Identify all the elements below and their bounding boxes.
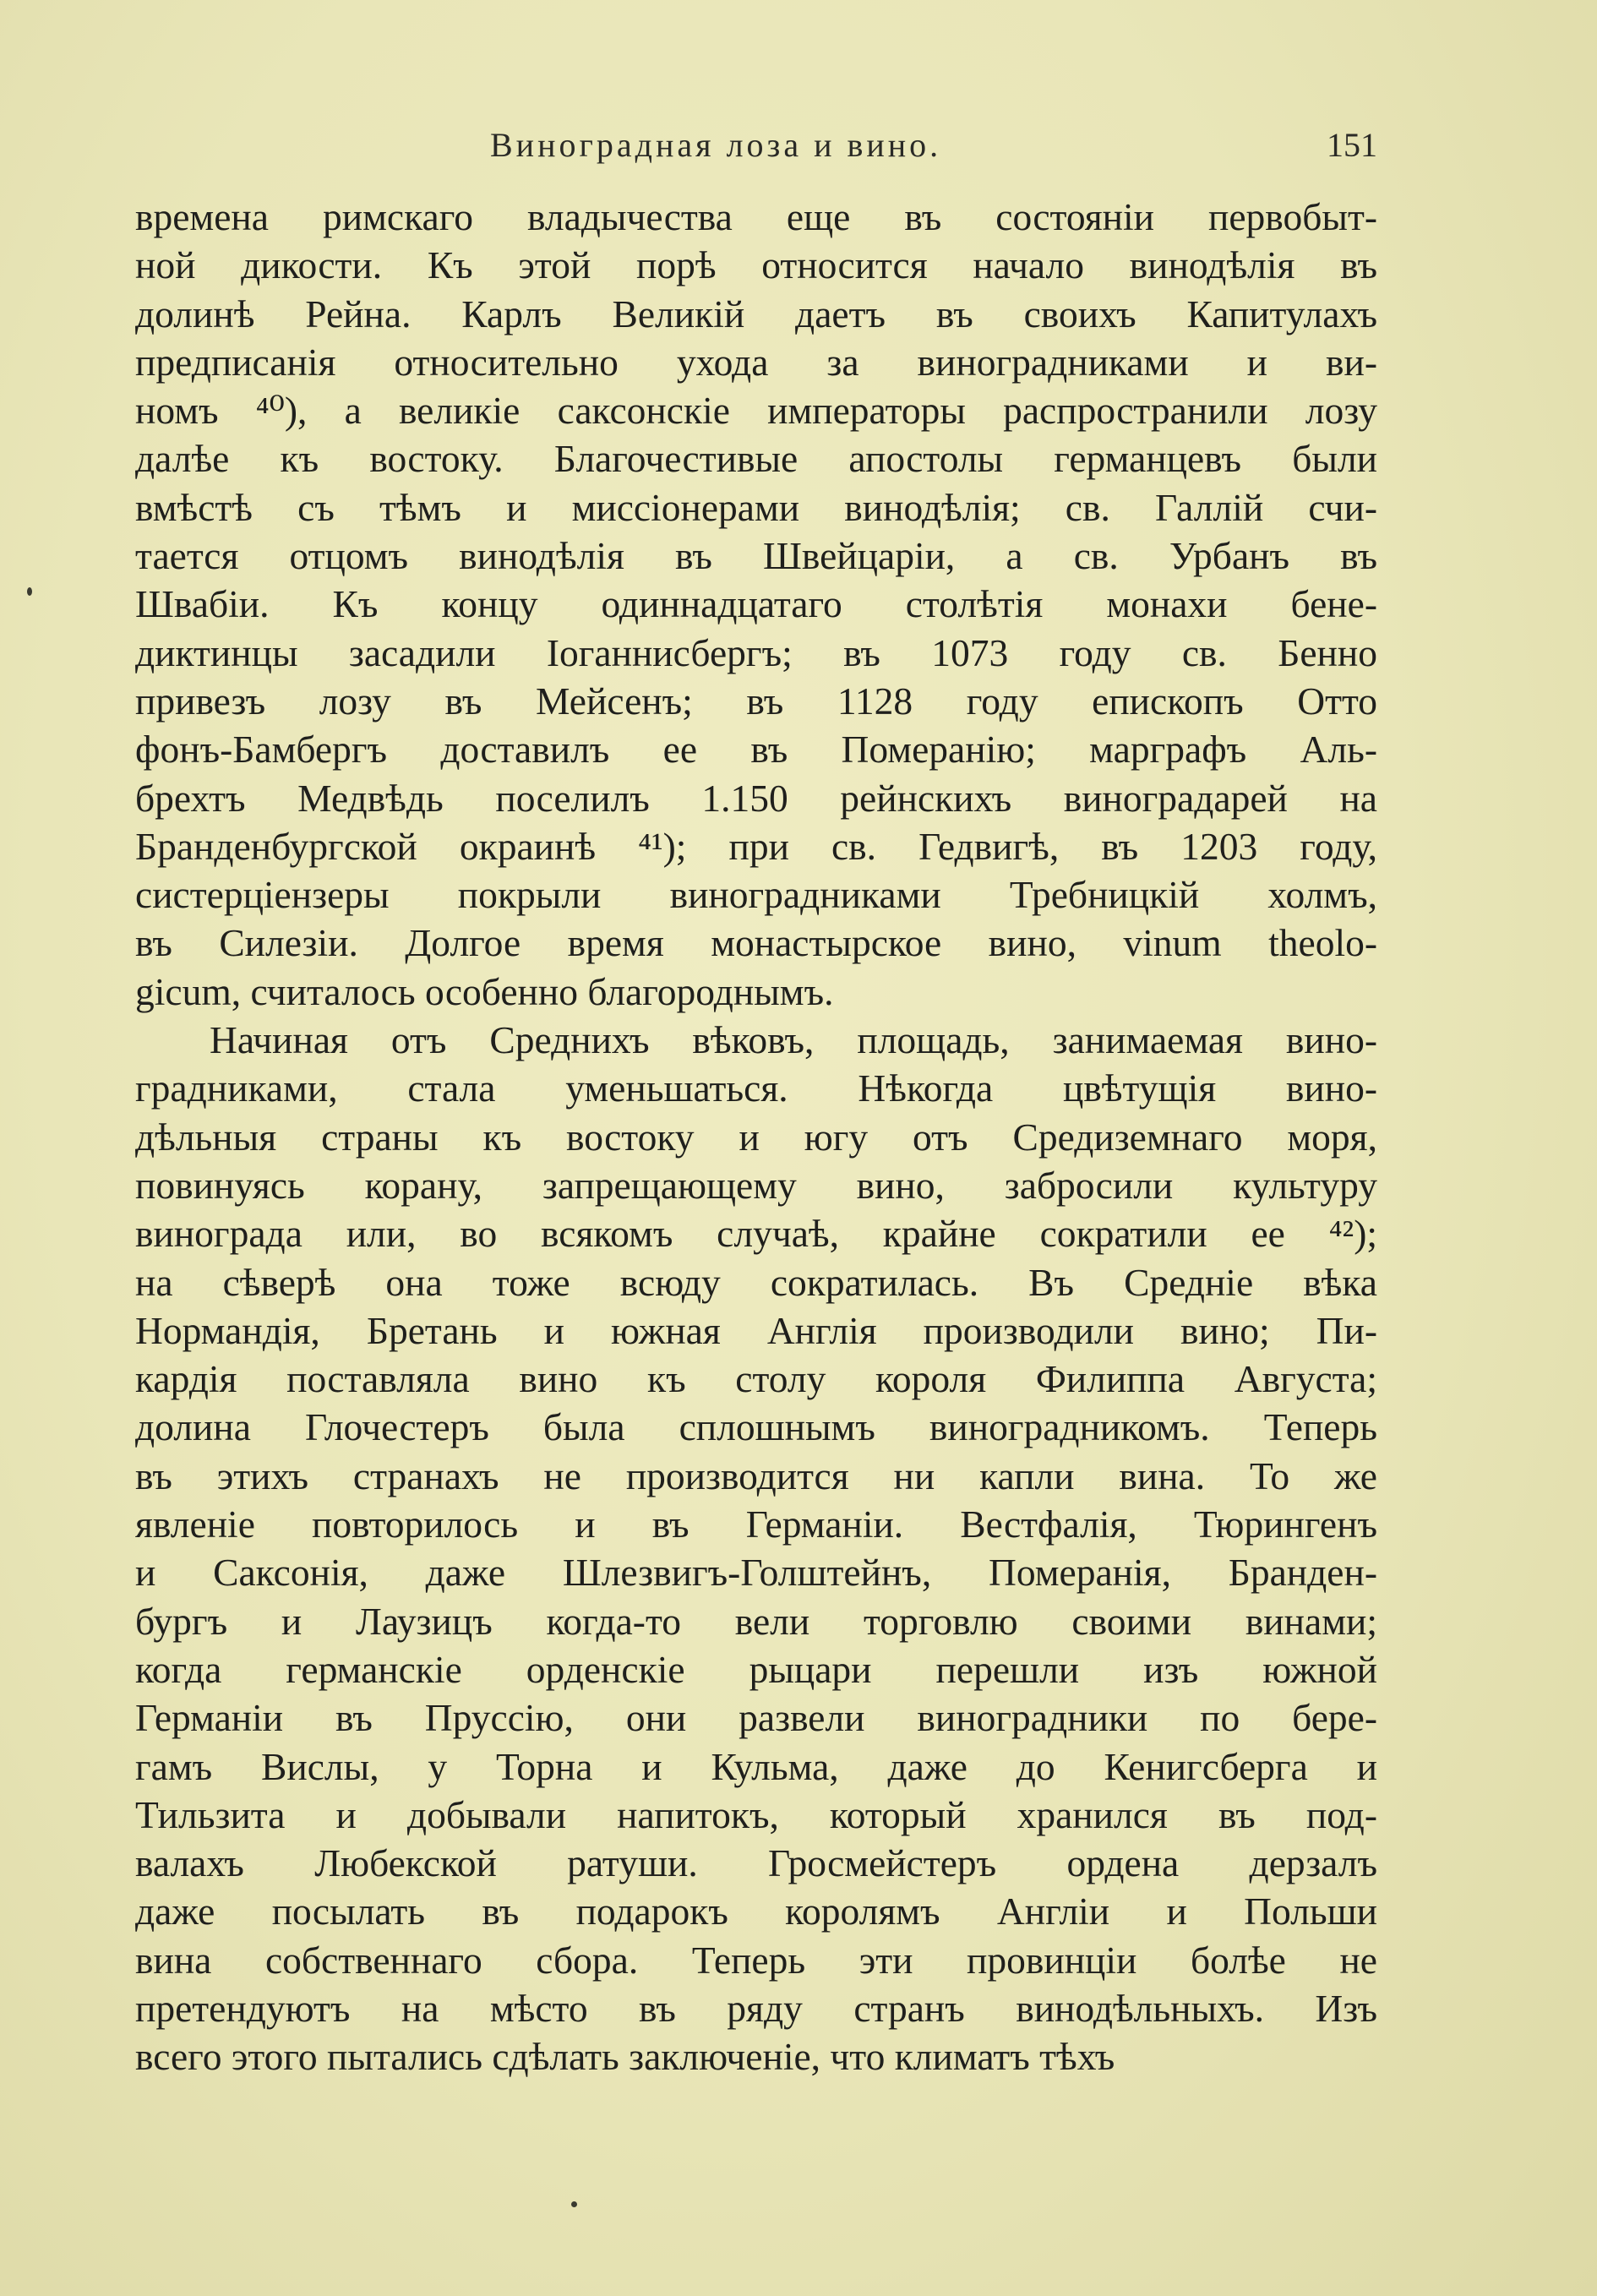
text-line: когда германскіе орденскіе рыцари перешли изъ южной [135, 1647, 1377, 1691]
text-line: брехтъ Медвѣдь поселилъ 1.150 рейнскихъ виноградарей на [135, 776, 1377, 820]
ink-speck [571, 2201, 577, 2207]
text-line: валахъ Любекской ратуши. Гросмейстеръ ордена дерзалъ [135, 1841, 1377, 1885]
text-line: систерціензеры покрыли виноградниками Требницкій холмъ, [135, 873, 1377, 917]
text-line: далѣе къ востоку. Благочестивые апостолы германцевъ были [135, 437, 1377, 481]
body-text [135, 193, 1377, 2081]
text-line: долинѣ Рейна. Карлъ Великій даетъ въ своихъ Капитулахъ [135, 292, 1377, 335]
page-number: 151 [1327, 126, 1377, 164]
text-line: даже посылать въ подарокъ королямъ Англіи и Польши [135, 1890, 1377, 1933]
text-line: долина Глочестеръ была сплошнымъ виноградникомъ. Теперь [135, 1405, 1377, 1449]
text-line: Тильзита и добывали напитокъ, который хранился въ под- [135, 1792, 1377, 1836]
text-line: повинуясь корану, запрещающему вино, забросили культуру [135, 1163, 1377, 1207]
text-line: претендуютъ на мѣсто въ ряду странъ винодѣльныхъ. Изъ [135, 1986, 1377, 2030]
text-line: диктинцы засадили Іоганнисбергъ; въ 1073 году св. Бенно [135, 630, 1377, 674]
text-line: Начиная отъ Среднихъ вѣковъ, площадь, занимаемая вино- [210, 1018, 1377, 1062]
text-line: и Саксонія, даже Шлезвигъ-Голштейнъ, Померанія, Бранден- [135, 1551, 1377, 1595]
text-line: винограда или, во всякомъ случаѣ, крайне сократили ее ⁴²); [135, 1212, 1377, 1256]
paragraph [135, 193, 1377, 1016]
text-line: Нормандія, Бретань и южная Англія производили вино; Пи- [135, 1308, 1377, 1352]
paragraph [135, 1016, 1377, 2081]
text-line: въ этихъ странахъ не производится ни капли вина. То же [135, 1453, 1377, 1497]
text-line: Германіи въ Пруссію, они развели виноградники по бере- [135, 1696, 1377, 1740]
text-line: гамъ Вислы, у Торна и Кульма, даже до Кенигсберга и [135, 1744, 1377, 1788]
text-line: ной дикости. Къ этой порѣ относится начало винодѣлія въ [135, 243, 1377, 287]
ink-speck [27, 587, 32, 596]
text-line: вина собственнаго сбора. Теперь эти провинціи болѣе не [135, 1938, 1377, 1982]
text-line: Бранденбургской окраинѣ ⁴¹); при св. Гедвигѣ, въ 1203 году, [135, 824, 1377, 868]
text-line: всего этого пытались сдѣлать заключеніе, что климатъ тѣхъ [135, 2035, 1115, 2079]
text-line: явленіе повторилось и въ Германіи. Вестфалія, Тюрингенъ [135, 1502, 1377, 1546]
text-line: предписанія относительно ухода за виноградниками и ви- [135, 340, 1377, 384]
text-line: вмѣстѣ съ тѣмъ и миссіонерами винодѣлія; св. Галлій счи- [135, 485, 1377, 529]
text-line: бургъ и Лаузицъ когда-то вели торговлю своими винами; [135, 1599, 1377, 1643]
text-line: привезъ лозу въ Мейсенъ; въ 1128 году епископъ Отто [135, 679, 1377, 723]
text-line: кардія поставляла вино къ столу короля Филиппа Августа; [135, 1357, 1377, 1401]
text-line: тается отцомъ винодѣлія въ Швейцаріи, а св. Урбанъ въ [135, 534, 1377, 578]
text-line: Швабіи. Къ концу одиннадцатаго столѣтія монахи бене- [135, 582, 1377, 626]
running-title: Виноградная лоза и вино. [490, 126, 942, 164]
page-header [135, 125, 1377, 176]
text-line: на сѣверѣ она тоже всюду сократилась. Въ Средніе вѣка [135, 1260, 1377, 1304]
text-line: въ Силезіи. Долгое время монастырское вино, vinum theolo- [135, 921, 1377, 965]
text-line: дѣльныя страны къ востоку и югу отъ Средиземнаго моря, [135, 1115, 1377, 1159]
text-line: номъ ⁴⁰), а великіе саксонскіе императоры распространили лозу [135, 389, 1377, 433]
text-line: gicum, считалось особенно благороднымъ. [135, 969, 834, 1013]
text-line: времена римскаго владычества еще въ состояніи первобыт- [135, 195, 1377, 238]
text-line: градниками, стала уменьшаться. Нѣкогда цвѣтущія вино- [135, 1066, 1377, 1110]
text-line: фонъ-Бамбергъ доставилъ ее въ Померанію; маргрaфъ Аль- [135, 728, 1377, 772]
